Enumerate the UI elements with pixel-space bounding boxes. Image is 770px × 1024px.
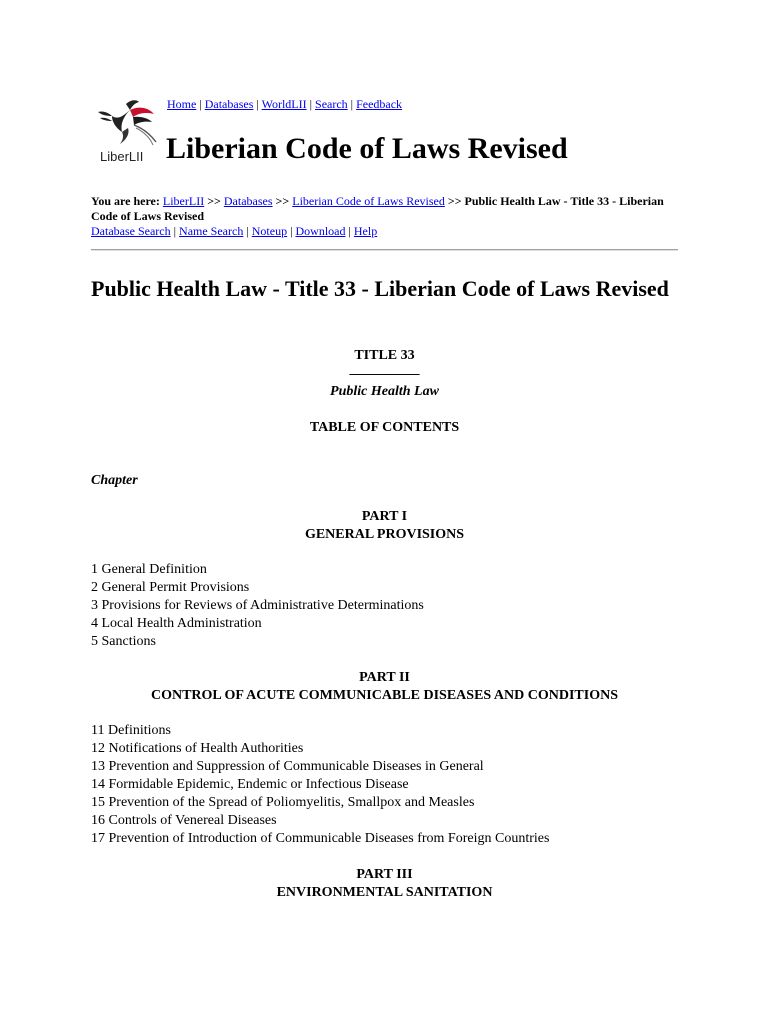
db-link-database-search[interactable]: Database Search xyxy=(91,224,171,238)
chapter-list xyxy=(91,561,424,651)
breadcrumb-prefix: You are here: xyxy=(91,194,160,208)
part-name: ENVIRONMENTAL SANITATION xyxy=(276,885,493,900)
db-link-help[interactable]: Help xyxy=(353,224,378,238)
breadcrumb xyxy=(91,194,691,224)
bird-icon xyxy=(90,98,164,150)
breadcrumb-arrow: >> xyxy=(444,194,465,208)
chapter-item: 12 Notifications of Health Authorities xyxy=(91,741,304,756)
link-separator: | xyxy=(253,97,262,111)
chapter-item: 2 General Permit Provisions xyxy=(91,580,250,595)
database-links xyxy=(91,224,377,239)
chapter-item: 13 Prevention and Suppression of Communicable Diseases in General xyxy=(91,759,484,774)
link-separator: | xyxy=(347,97,357,111)
logo-text: LiberLII xyxy=(100,149,144,164)
part-label: PART III xyxy=(356,867,413,882)
chapter-item: 17 Prevention of Introduction of Communicable Diseases from Foreign Countries xyxy=(91,831,550,846)
top-nav xyxy=(167,97,402,112)
nav-link-home[interactable]: Home xyxy=(167,97,197,111)
part-name: GENERAL PROVISIONS xyxy=(304,527,465,542)
db-link-noteup[interactable]: Noteup xyxy=(251,224,288,238)
breadcrumb-link-liberian-code-of-laws-revised[interactable]: Liberian Code of Laws Revised xyxy=(292,194,445,208)
nav-link-feedback[interactable]: Feedback xyxy=(356,97,403,111)
divider xyxy=(91,249,678,251)
nav-link-search[interactable]: Search xyxy=(315,97,348,111)
link-separator: | xyxy=(306,97,316,111)
part-name: CONTROL OF ACUTE COMMUNICABLE DISEASES AND CONDITIONS xyxy=(150,688,618,703)
link-separator: | xyxy=(243,224,252,238)
chapter-item: 1 General Definition xyxy=(91,562,207,577)
chapter-item: 3 Provisions for Reviews of Administrative Determinations xyxy=(91,598,424,613)
chapter-item: 11 Definitions xyxy=(91,723,171,738)
link-separator: | xyxy=(196,97,205,111)
breadcrumb-current: Public Health Law - Title 33 - Liberian Code of Laws Revised xyxy=(91,194,664,223)
document-subtitle: Public Health Law xyxy=(330,384,439,399)
breadcrumb-arrow: >> xyxy=(204,194,224,208)
chapter-item: 4 Local Health Administration xyxy=(91,616,262,631)
chapter-item: 5 Sanctions xyxy=(91,634,156,649)
toc-heading: TABLE OF CONTENTS xyxy=(309,420,460,435)
liberlii-logo[interactable] xyxy=(90,98,164,168)
link-separator: | xyxy=(170,224,180,238)
chapter-item: 14 Formidable Epidemic, Endemic or Infectious Disease xyxy=(91,777,409,792)
chapter-list xyxy=(91,722,549,848)
link-separator: | xyxy=(287,224,296,238)
title-underline: __________ xyxy=(349,362,420,377)
breadcrumb-link-liberlii[interactable]: LiberLII xyxy=(162,194,205,208)
chapter-item: 15 Prevention of the Spread of Poliomyelitis, Smallpox and Measles xyxy=(91,795,475,810)
db-link-name-search[interactable]: Name Search xyxy=(179,224,244,238)
nav-link-worldlii[interactable]: WorldLII xyxy=(261,97,307,111)
part-label: PART II xyxy=(359,670,410,685)
site-title: Liberian Code of Laws Revised xyxy=(166,132,568,165)
link-separator: | xyxy=(345,224,354,238)
chapter-item: 16 Controls of Venereal Diseases xyxy=(91,813,277,828)
title-line: TITLE 33 xyxy=(354,348,415,363)
chapter-label: Chapter xyxy=(91,473,138,488)
part-label: PART I xyxy=(361,509,408,524)
db-link-download[interactable]: Download xyxy=(295,224,346,238)
breadcrumb-arrow: >> xyxy=(272,194,293,208)
breadcrumb-link-databases[interactable]: Databases xyxy=(223,194,273,208)
nav-link-databases[interactable]: Databases xyxy=(204,97,254,111)
document-title: Public Health Law - Title 33 - Liberian Code of Laws Revised xyxy=(91,276,669,301)
